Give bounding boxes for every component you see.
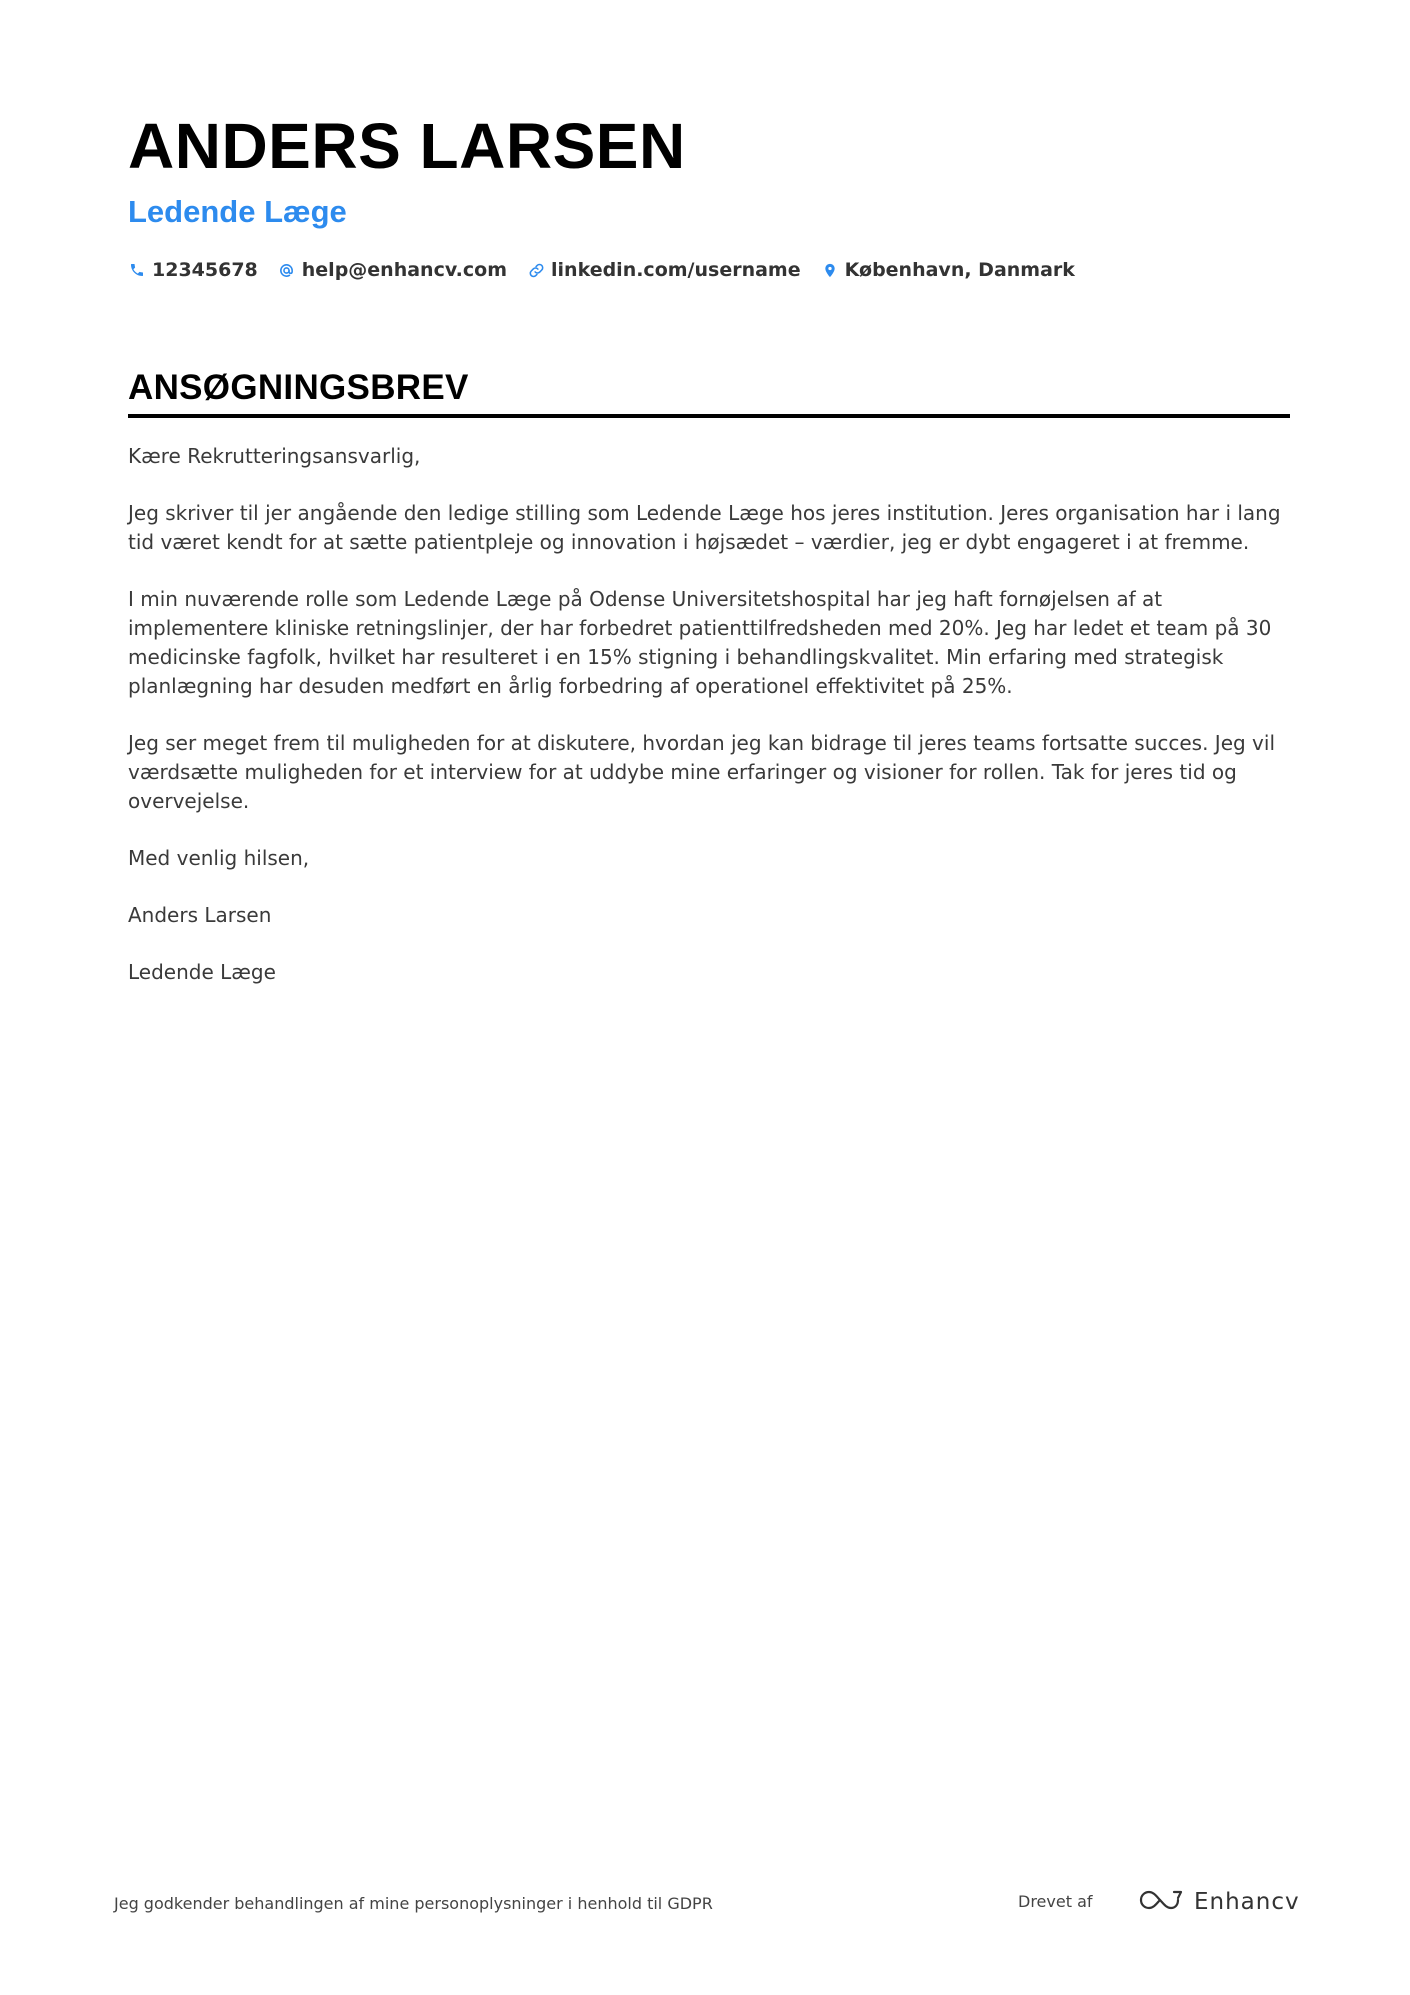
link-icon xyxy=(527,261,545,279)
closing: Med venlig hilsen, xyxy=(128,846,310,870)
enhancv-logo[interactable] xyxy=(1138,1884,1300,1920)
at-icon xyxy=(278,261,296,279)
contact-phone xyxy=(128,259,258,281)
applicant-title: Ledende Læge xyxy=(128,194,347,229)
cover-letter-section xyxy=(128,366,1290,1015)
powered-by-label: Drevet af xyxy=(1018,1892,1093,1911)
header xyxy=(128,108,1288,284)
letter-paragraph-1: Jeg skriver til jer angående den ledige stilling som Ledende Læge hos jeres institution. Jeres organisation har i lang tid været kendt for at sætte patientpleje og innovation i højsædet – værdier, jeg er dybt engageret i at fremme. xyxy=(128,501,1281,554)
salutation: Kære Rekrutteringsansvarlig, xyxy=(128,444,421,468)
enhancv-brand-name: Enhancv xyxy=(1194,1889,1300,1915)
contact-linkedin[interactable] xyxy=(527,259,801,281)
applicant-name: ANDERS LARSEN xyxy=(128,110,686,182)
signature-title: Ledende Læge xyxy=(128,960,276,984)
enhancv-logo-icon xyxy=(1138,1887,1184,1917)
section-title: ANSØGNINGSBREV xyxy=(128,368,469,407)
contact-location xyxy=(821,259,1075,281)
letter-paragraph-2: I min nuværende rolle som Ledende Læge på Odense Universitetshospital har jeg haft fornøjelsen af at implementere kliniske retningslinjer, der har forbedret patienttilfredsheden med 20%. Jeg har ledet et team på 30 medicinske fagfolk, hvilket har resulteret i en 15% stigning i behandlingskvalitet. Min erfaring med strategisk planlægning har desuden medført en årlig forbedring af operationel effektivitet på 25%. xyxy=(128,587,1272,698)
location-pin-icon xyxy=(821,261,839,279)
email-text: help@enhancv.com xyxy=(301,259,508,281)
phone-icon xyxy=(128,261,146,279)
letter-body xyxy=(128,442,1288,987)
letter-paragraph-3: Jeg ser meget frem til muligheden for at diskutere, hvordan jeg kan bidrage til jeres teams fortsatte succes. Jeg vil værdsætte muligheden for et interview for at uddybe mine erfaringer og visioner for rollen. Tak for jeres tid og overvejelse. xyxy=(128,731,1276,813)
linkedin-text: linkedin.com/username xyxy=(551,259,801,281)
contact-row xyxy=(128,256,1288,284)
phone-text: 12345678 xyxy=(152,259,258,281)
signature-name: Anders Larsen xyxy=(128,903,272,927)
location-text: København, Danmark xyxy=(844,259,1075,281)
gdpr-consent: Jeg godkender behandlingen af mine personoplysninger i henhold til GDPR xyxy=(114,1894,713,1913)
contact-email[interactable] xyxy=(278,259,507,281)
footer xyxy=(114,1884,1300,1924)
section-divider xyxy=(128,414,1290,418)
